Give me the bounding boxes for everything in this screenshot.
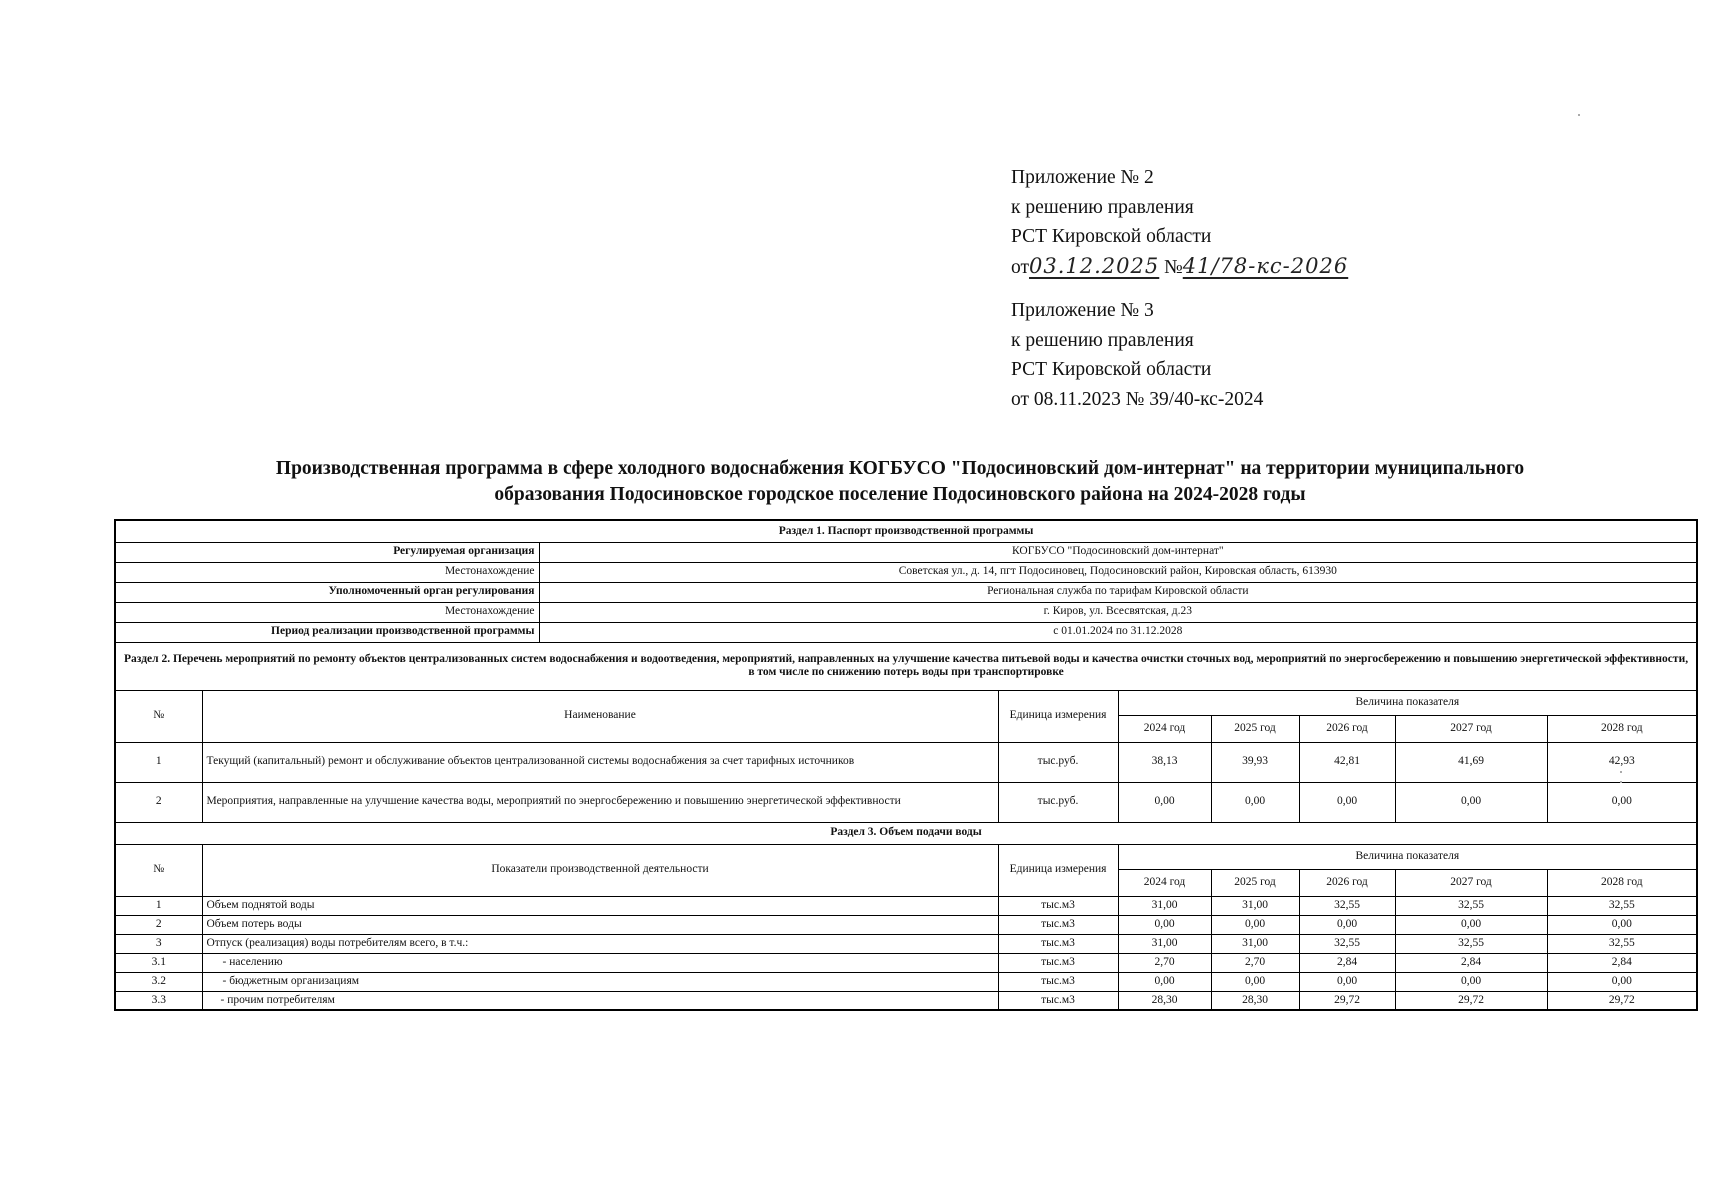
row-unit: тыс.руб. (998, 742, 1118, 782)
row-name: Объем поднятой воды (202, 896, 998, 915)
table-row (115, 782, 1697, 822)
year-header: 2026 год (1299, 869, 1395, 896)
row-value: 0,00 (1211, 972, 1299, 991)
row-value: 32,55 (1547, 934, 1697, 953)
row-value: 31,00 (1118, 896, 1211, 915)
section-2-heading-line-1: Раздел 2. Перечень мероприятий по ремонту объектов централизованных систем водоснабжения и водоотведения, мероприятий, направленных на улучшение качества питьевой воды и качества очистки сточных вод, мероприятий по энергосбережению и повышению энергетической эффективности, (124, 652, 1689, 665)
passport-label: Регулируемая организация (115, 542, 539, 562)
year-header: 2025 год (1211, 869, 1299, 896)
row-unit: тыс.м3 (998, 953, 1118, 972)
row-number: 3.3 (115, 991, 202, 1010)
row-value: 2,84 (1547, 953, 1697, 972)
table-row (115, 972, 1697, 991)
appendix-3-date-number: от 08.11.2023 № 39/40-кс-2024 (1011, 388, 1264, 410)
year-header: 2028 год (1547, 715, 1697, 742)
appendix-3-authority: РСТ Кировской области (1011, 359, 1212, 380)
row-value: 31,00 (1211, 934, 1299, 953)
row-value: 41,69 (1395, 742, 1547, 782)
row-name: - населению (202, 953, 998, 972)
row-value: 2,84 (1299, 953, 1395, 972)
appendix-2-block (1011, 163, 1348, 282)
column-header-value: Величина показателя (1118, 690, 1697, 715)
row-number: 3.2 (115, 972, 202, 991)
year-header: 2027 год (1395, 869, 1547, 896)
table-row (115, 896, 1697, 915)
row-unit: тыс.м3 (998, 972, 1118, 991)
row-name: Объем потерь воды (202, 915, 998, 934)
table-row (115, 742, 1697, 782)
row-value: 0,00 (1547, 782, 1697, 822)
section-2-heading-line-2: в том числе по снижению потерь воды при транспортировке (748, 666, 1064, 678)
row-name: - прочим потребителям (202, 991, 998, 1010)
row-number: 1 (115, 896, 202, 915)
row-name: Текущий (капитальный) ремонт и обслуживание объектов централизованной системы водоснабжения за счет тарифных источников (202, 742, 998, 782)
row-value: 42,81 (1299, 742, 1395, 782)
row-number: 3 (115, 934, 202, 953)
handwritten-number: 41/78-кс-2026 (1182, 253, 1349, 278)
passport-row (115, 562, 1697, 582)
row-value: 0,00 (1395, 972, 1547, 991)
row-value: 0,00 (1299, 782, 1395, 822)
row-value: 32,55 (1299, 934, 1395, 953)
row-value: 29,72 (1547, 991, 1697, 1010)
row-number: 3.1 (115, 953, 202, 972)
document-title-line-1: Производственная программа в сфере холодного водоснабжения КОГБУСО "Подосиновский дом-интернат" на территории муниципального (275, 458, 1525, 479)
row-value: 0,00 (1118, 782, 1211, 822)
row-value: 38,13 (1118, 742, 1211, 782)
row-unit: тыс.м3 (998, 934, 1118, 953)
row-unit: тыс.руб. (998, 782, 1118, 822)
scan-speck (1620, 781, 1622, 783)
row-value: 0,00 (1299, 915, 1395, 934)
row-number: 2 (115, 782, 202, 822)
appendix-2-date-number (1011, 252, 1348, 283)
row-value: 39,93 (1211, 742, 1299, 782)
appendix-2-authority: РСТ Кировской области (1011, 226, 1212, 247)
column-header-indicators: Показатели производственной деятельности (202, 844, 998, 896)
document-title-line-2: образования Подосиновское городское поселение Подосиновского района на 2024-2028 годы (494, 484, 1306, 505)
row-value: 2,84 (1395, 953, 1547, 972)
row-number: 2 (115, 915, 202, 934)
row-value: 2,70 (1118, 953, 1211, 972)
column-header-number: № (115, 844, 202, 896)
row-value: 0,00 (1118, 972, 1211, 991)
row-value: 28,30 (1118, 991, 1211, 1010)
row-value: 28,30 (1211, 991, 1299, 1010)
appendix-2-from-prefix: от (1011, 256, 1030, 278)
row-value: 32,55 (1395, 896, 1547, 915)
appendix-2-decision: к решению правления (1011, 196, 1194, 218)
passport-row (115, 542, 1697, 562)
passport-row (115, 582, 1697, 602)
column-header-value: Величина показателя (1118, 844, 1697, 869)
table-row (115, 991, 1697, 1010)
row-value: 29,72 (1395, 991, 1547, 1010)
table-row (115, 953, 1697, 972)
passport-value: Советская ул., д. 14, пгт Подосиновец, Подосиновский район, Кировская область, 613930 (539, 562, 1697, 582)
row-value: 0,00 (1118, 915, 1211, 934)
row-value: 31,00 (1118, 934, 1211, 953)
section-3-heading: Раздел 3. Объем подачи воды (115, 822, 1697, 844)
row-value: 29,72 (1299, 991, 1395, 1010)
column-header-name: Наименование (202, 690, 998, 742)
row-value: 31,00 (1211, 896, 1299, 915)
passport-label: Местонахождение (115, 562, 539, 582)
row-value: 32,55 (1299, 896, 1395, 915)
row-name: Отпуск (реализация) воды потребителям всего, в т.ч.: (202, 934, 998, 953)
row-value: 0,00 (1395, 915, 1547, 934)
year-header: 2025 год (1211, 715, 1299, 742)
row-value: 0,00 (1211, 782, 1299, 822)
column-header-number: № (115, 690, 202, 742)
year-header: 2027 год (1395, 715, 1547, 742)
appendix-2-number-prefix: № (1164, 256, 1183, 278)
passport-value: г. Киров, ул. Всесвятская, д.23 (539, 602, 1697, 622)
production-program-table (114, 519, 1698, 1011)
appendix-2-title: Приложение № 2 (1011, 167, 1154, 188)
appendix-3-title: Приложение № 3 (1011, 300, 1154, 321)
passport-row (115, 622, 1697, 642)
column-header-unit: Единица измерения (998, 690, 1118, 742)
row-value: 32,55 (1547, 896, 1697, 915)
row-value: 0,00 (1547, 972, 1697, 991)
scan-speck (1620, 771, 1622, 773)
row-unit: тыс.м3 (998, 896, 1118, 915)
passport-label: Период реализации производственной программы (115, 622, 539, 642)
row-unit: тыс.м3 (998, 915, 1118, 934)
row-number: 1 (115, 742, 202, 782)
scan-speck (1578, 114, 1580, 116)
column-header-unit: Единица измерения (998, 844, 1118, 896)
year-header: 2028 год (1547, 869, 1697, 896)
handwritten-date: 03.12.2025 (1029, 253, 1160, 278)
row-name: - бюджетным организациям (202, 972, 998, 991)
section-1-heading: Раздел 1. Паспорт производственной программы (115, 520, 1697, 542)
table-row (115, 934, 1697, 953)
year-header: 2026 год (1299, 715, 1395, 742)
section-2-heading (115, 642, 1697, 690)
table-row (115, 915, 1697, 934)
row-unit: тыс.м3 (998, 991, 1118, 1010)
passport-value: Региональная служба по тарифам Кировской области (539, 582, 1697, 602)
row-value: 2,70 (1211, 953, 1299, 972)
row-value: 32,55 (1395, 934, 1547, 953)
appendix-3-block (1011, 296, 1263, 414)
passport-value: с 01.01.2024 по 31.12.2028 (539, 622, 1697, 642)
row-name: Мероприятия, направленные на улучшение качества воды, мероприятий по энергосбережению и повышению энергетической эффективности (202, 782, 998, 822)
document-title (110, 456, 1690, 508)
appendix-3-decision: к решению правления (1011, 329, 1194, 351)
row-value: 0,00 (1395, 782, 1547, 822)
row-value: 0,00 (1547, 915, 1697, 934)
row-value: 0,00 (1211, 915, 1299, 934)
passport-label: Уполномоченный орган регулирования (115, 582, 539, 602)
passport-value: КОГБУСО "Подосиновский дом-интернат" (539, 542, 1697, 562)
passport-row (115, 602, 1697, 622)
row-value: 0,00 (1299, 972, 1395, 991)
year-header: 2024 год (1118, 869, 1211, 896)
row-value: 42,93 (1547, 742, 1697, 782)
year-header: 2024 год (1118, 715, 1211, 742)
passport-label: Местонахождение (115, 602, 539, 622)
